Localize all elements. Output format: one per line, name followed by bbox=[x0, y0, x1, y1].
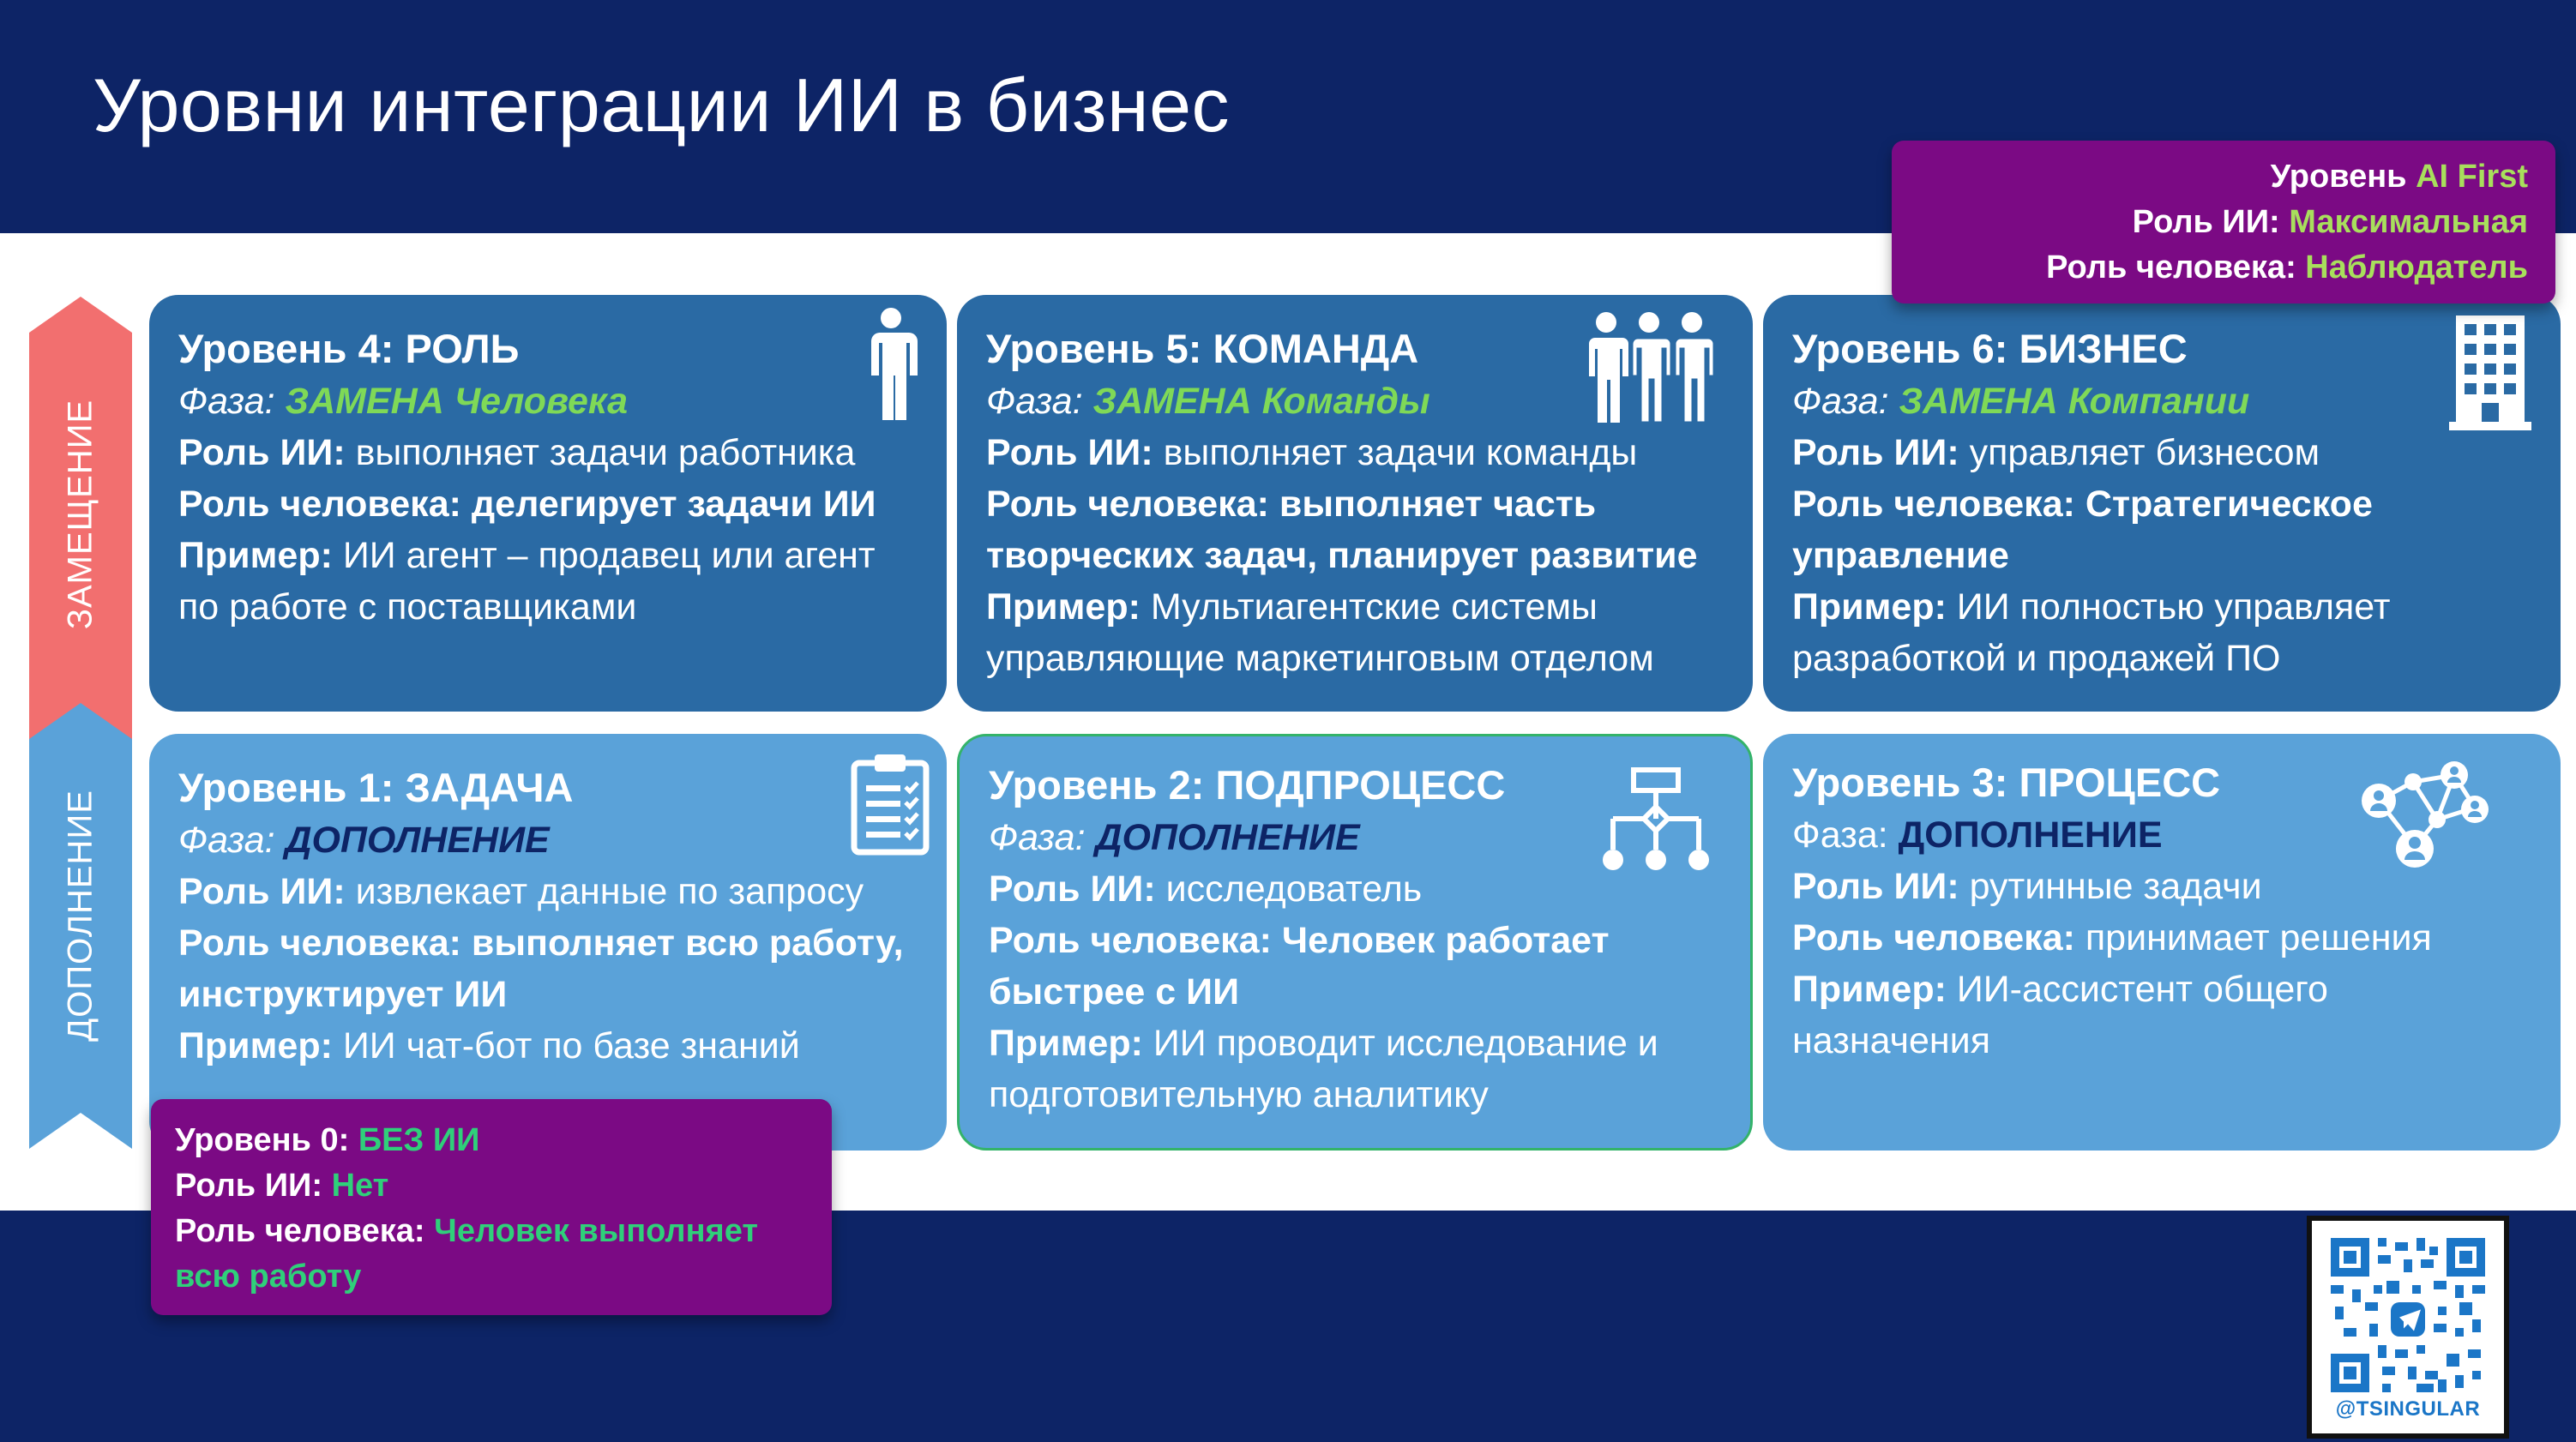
network-icon bbox=[2353, 756, 2499, 880]
card-heading-number: Уровень 4: bbox=[178, 326, 394, 371]
card-level-3 bbox=[1763, 734, 2561, 1151]
ai-role-label: Роль ИИ: bbox=[1792, 866, 1959, 907]
qr-code[interactable] bbox=[2307, 1216, 2509, 1439]
ai-first-level-label: Уровень bbox=[2270, 159, 2417, 195]
phase-label: Фаза: bbox=[989, 817, 1096, 858]
human-role-value-continued: инструктирует ИИ bbox=[178, 974, 508, 1015]
human-role-value: Стратегическое bbox=[2074, 484, 2373, 525]
ai-role-value: выполняет задачи работника bbox=[345, 432, 856, 473]
qr-code-icon bbox=[2331, 1238, 2485, 1392]
ai-role-label: Роль ИИ: bbox=[1792, 432, 1959, 473]
card-level-4 bbox=[149, 295, 947, 712]
card-heading-name: ПРОЦЕСС bbox=[2007, 760, 2221, 805]
ai-role-label: Роль ИИ: bbox=[989, 868, 1156, 910]
example-value: ИИ проводит исследование и bbox=[1142, 1023, 1658, 1064]
hierarchy-icon bbox=[1596, 767, 1716, 878]
human-role-label: Роль человека: bbox=[178, 484, 461, 525]
phase-label: Фаза: bbox=[986, 381, 1093, 422]
ai-role-value: выполняет задачи команды bbox=[1153, 432, 1638, 473]
person-icon bbox=[861, 307, 921, 426]
phase-value: ЗАМЕНА Компании bbox=[1899, 381, 2250, 422]
ai-role-value: управляет бизнесом bbox=[1959, 432, 2320, 473]
augmentation-label: ДОПОЛНЕНИЕ bbox=[61, 790, 99, 1042]
example-value: Мультиагентские системы bbox=[1140, 586, 1598, 628]
level-0-ai-role-label: Роль ИИ: bbox=[175, 1168, 332, 1204]
card-level-5 bbox=[957, 295, 1753, 712]
phase-label: Фаза: bbox=[178, 820, 286, 861]
team-icon bbox=[1585, 310, 1713, 431]
phase-value: ЗАМЕНА Человека bbox=[285, 381, 629, 422]
ai-role-label: Роль ИИ: bbox=[986, 432, 1153, 473]
level-0-human-role-value: Человек выполняет bbox=[434, 1213, 758, 1249]
ai-role-label: Роль ИИ: bbox=[178, 871, 346, 912]
ai-first-human-role-value: Наблюдатель bbox=[2305, 249, 2528, 285]
level-0-ai-role-value: Нет bbox=[331, 1168, 389, 1204]
example-value-continued: подготовительную аналитику bbox=[989, 1074, 1489, 1115]
ai-first-box bbox=[1892, 141, 2555, 303]
example-label: Пример: bbox=[986, 586, 1141, 628]
card-heading-name: БИЗНЕС bbox=[2007, 326, 2188, 371]
card-heading-name: ЗАДАЧА bbox=[394, 765, 574, 810]
example-value: ИИ полностью управляет bbox=[1946, 586, 2391, 628]
human-role-value: выполняет часть bbox=[1268, 484, 1597, 525]
example-label: Пример: bbox=[178, 535, 333, 576]
ai-role-value: рутинные задачи bbox=[1959, 866, 2262, 907]
ai-first-level-value: AI First bbox=[2416, 159, 2528, 195]
human-role-value: принимает решения bbox=[2074, 917, 2432, 958]
phase-value: ДОПОЛНЕНИЕ bbox=[1095, 817, 1360, 858]
level-0-value: БЕЗ ИИ bbox=[358, 1122, 480, 1158]
ai-role-value: извлекает данные по запросу bbox=[345, 871, 864, 912]
level-0-human-role-value-continued: всю работу bbox=[175, 1259, 362, 1295]
phase-value: ДОПОЛНЕНИЕ bbox=[285, 820, 550, 861]
slide-title: Уровни интеграции ИИ в бизнес bbox=[93, 63, 1231, 147]
level-0-box bbox=[151, 1099, 832, 1315]
example-value-continued: по работе с поставщиками bbox=[178, 586, 637, 628]
card-level-2 bbox=[957, 734, 1753, 1151]
example-value-continued: назначения bbox=[1792, 1020, 1990, 1061]
human-role-label: Роль человека: bbox=[986, 484, 1269, 525]
card-heading-number: Уровень 5: bbox=[986, 326, 1202, 371]
level-0-human-role-label: Роль человека: bbox=[175, 1213, 435, 1249]
replacement-label: ЗАМЕЩЕНИЕ bbox=[61, 399, 99, 630]
ai-first-ai-role-value: Максимальная bbox=[2289, 204, 2528, 240]
example-value: ИИ агент – продавец или агент bbox=[332, 535, 876, 576]
card-heading-name: ПОДПРОЦЕСС bbox=[1204, 762, 1506, 808]
example-value: ИИ чат-бот по базе знаний bbox=[332, 1025, 800, 1066]
human-role-value: делегирует задачи ИИ bbox=[460, 484, 876, 525]
phase-value: ЗАМЕНА Команды bbox=[1092, 381, 1430, 422]
example-label: Пример: bbox=[989, 1023, 1143, 1064]
card-heading-number: Уровень 3: bbox=[1792, 760, 2008, 805]
card-heading-number: Уровень 1: bbox=[178, 765, 394, 810]
human-role-label: Роль человека: bbox=[1792, 917, 2075, 958]
human-role-label: Роль человека: bbox=[1792, 484, 2075, 525]
card-level-1 bbox=[149, 734, 947, 1151]
phase-label: Фаза: bbox=[1792, 814, 1899, 856]
clipboard-icon bbox=[849, 753, 931, 860]
card-level-6 bbox=[1763, 295, 2561, 712]
human-role-label: Роль человека: bbox=[989, 920, 1272, 961]
human-role-value: Человек работает bbox=[1271, 920, 1610, 961]
card-heading-number: Уровень 2: bbox=[989, 762, 1205, 808]
human-role-value: выполняет всю работу, bbox=[460, 922, 904, 964]
phase-value: ДОПОЛНЕНИЕ bbox=[1898, 814, 2163, 856]
human-role-label: Роль человека: bbox=[178, 922, 461, 964]
example-value-continued: управляющие маркетинговым отделом bbox=[986, 638, 1654, 679]
card-heading-name: КОМАНДА bbox=[1201, 326, 1419, 371]
qr-handle: @TSINGULAR bbox=[2335, 1397, 2481, 1421]
human-role-value-continued: творческих задач, планирует развитие bbox=[986, 535, 1698, 576]
ai-role-label: Роль ИИ: bbox=[178, 432, 346, 473]
card-heading-name: РОЛЬ bbox=[394, 326, 520, 371]
phase-label: Фаза: bbox=[1792, 381, 1899, 422]
card-heading-number: Уровень 6: bbox=[1792, 326, 2008, 371]
human-role-value-continued: управление bbox=[1792, 535, 2009, 576]
example-label: Пример: bbox=[1792, 969, 1947, 1010]
ai-first-ai-role-label: Роль ИИ: bbox=[2132, 204, 2290, 240]
ai-role-value: исследователь bbox=[1155, 868, 1423, 910]
example-label: Пример: bbox=[178, 1025, 333, 1066]
ai-first-human-role-label: Роль человека: bbox=[2046, 249, 2306, 285]
example-label: Пример: bbox=[1792, 586, 1947, 628]
example-value-continued: разработкой и продажей ПО bbox=[1792, 638, 2281, 679]
human-role-value-continued: быстрее с ИИ bbox=[989, 971, 1239, 1012]
level-0-label: Уровень 0: bbox=[175, 1122, 358, 1158]
phase-label: Фаза: bbox=[178, 381, 286, 422]
example-value: ИИ-ассистент общего bbox=[1946, 969, 2328, 1010]
building-icon bbox=[2449, 312, 2531, 436]
